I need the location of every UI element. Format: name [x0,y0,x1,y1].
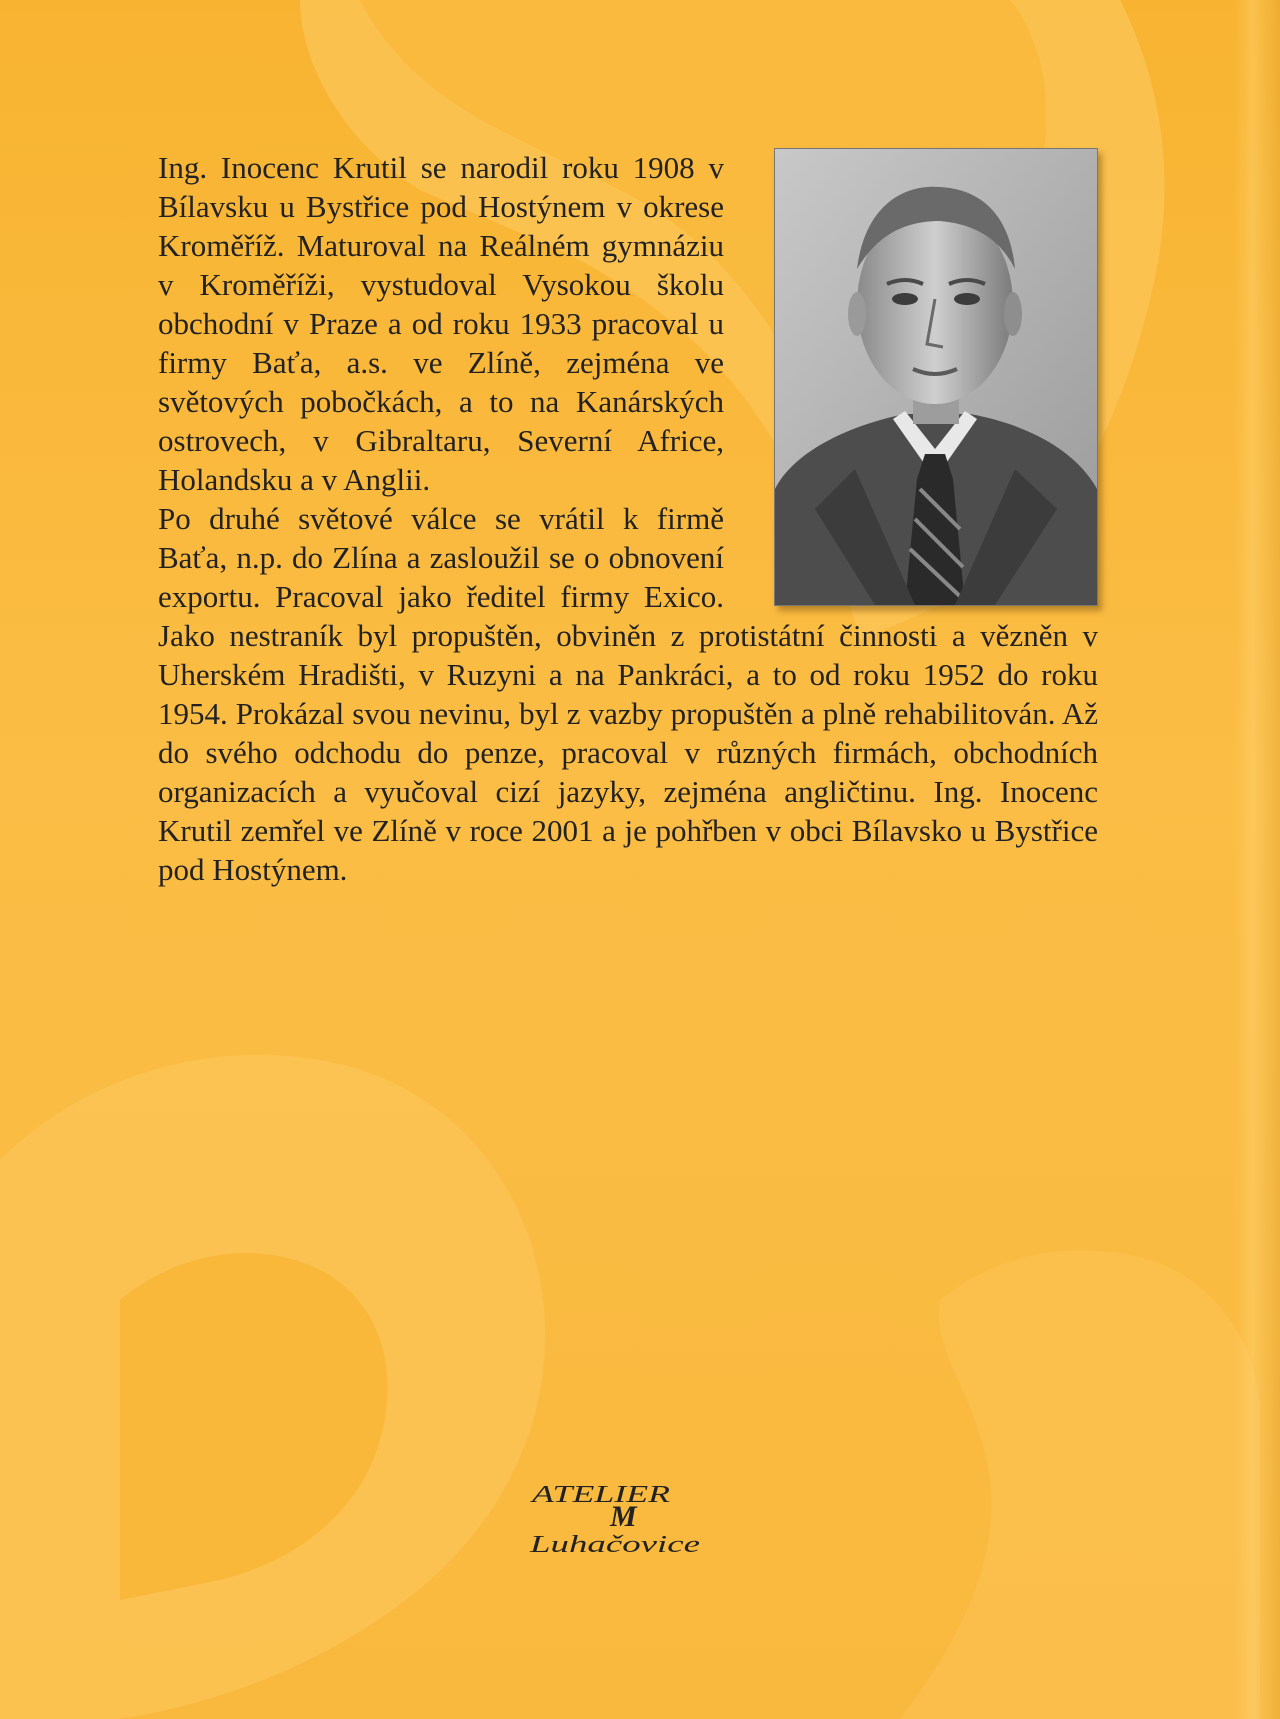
publisher-logo [520,1460,720,1560]
logo-word-m: M [610,1500,637,1533]
biography-paragraph-1: Ing. Inocenc Krutil se narodil roku 1908 v Bílavsku u Bystřice pod Hostýnem v okrese Kroměříž. Maturoval na Reálném gymnáziu v Kroměříži, vystudoval Vysokou školu obchodní v Praze a od roku 1933 pracoval u firmy Baťa, a.s. ve Zlíně, zejména ve světových pobočkách, a to na Kanárských ostrovech, v Gibraltaru, Severní Africe, Holandsku a v Anglii. [158,150,724,497]
biography-paragraph-2: Po druhé světové válce se vrátil k firmě Baťa, n.p. do Zlína a zasloužil se o obnovení exportu. Pracoval jako ředitel firmy Exico. Jako nestraník byl propuštěn, obviněn z protistátní činnosti a vězněn v Uherském Hradišti, v Ruzyni a na Pankráci, a to od roku 1952 do roku 1954. Prokázal svou nevinu, byl z vazby propuštěn a plně rehabilitován. Až do svého odchodu do penze, pracoval v různých firmách, obchodních organizacích a vyučoval cizí jazyky, zejména angličtinu. Ing. Inocenc Krutil zemřel ve Zlíně v roce 2001 a je pohřben v obci Bílavsko u Bystřice pod Hostýnem. [158,501,1098,887]
logo-word-luhacovice: Luhačovice [528,1532,701,1558]
cover-edge [1234,0,1280,1719]
biography-text [158,148,1098,889]
author-portrait [774,148,1098,606]
logo-word-atelier: ATELIER [529,1482,671,1508]
